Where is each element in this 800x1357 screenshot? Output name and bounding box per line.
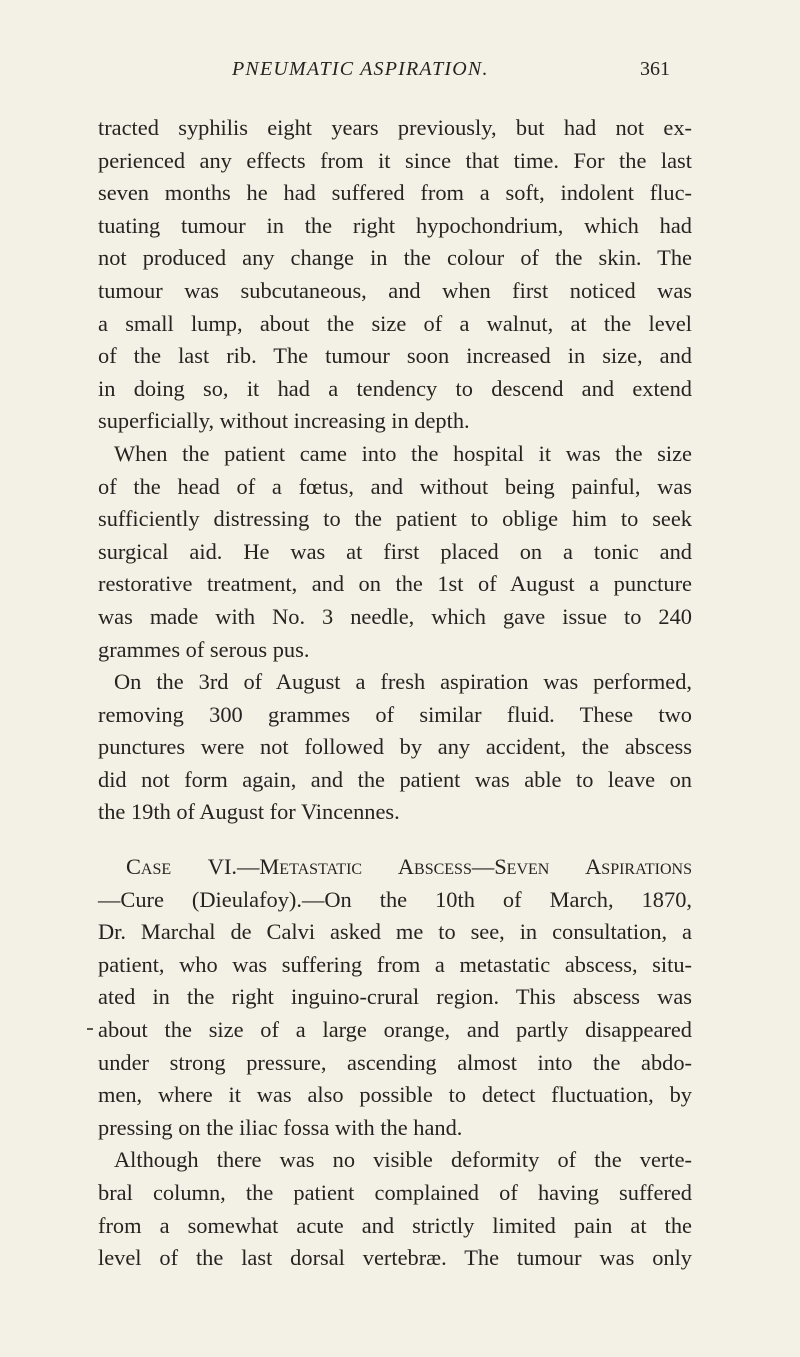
paragraph-start: Although there was no visible deformity of the verte- bbox=[114, 1147, 692, 1173]
text-line: Dr. Marchal de Calvi asked me to see, in consultation, a bbox=[98, 919, 692, 945]
text-line: bral column, the patient complained of having suffered bbox=[98, 1180, 692, 1205]
text-line: sufficiently distressing to the patient to oblige him to seek bbox=[98, 506, 692, 532]
text-line: from a somewhat acute and strictly limited pain at the bbox=[98, 1212, 692, 1238]
text-line: —Cure (Dieulafoy).—On the 10th of March, 1870, bbox=[98, 886, 692, 912]
text-line: restorative treatment, and on the 1st of August a puncture bbox=[98, 571, 692, 597]
body-text bbox=[98, 112, 692, 1275]
text-line: removing 300 grammes of similar fluid. These two bbox=[98, 701, 692, 727]
margin-mark bbox=[87, 1028, 93, 1030]
text-line: level of the last dorsal vertebræ. The tumour was only bbox=[98, 1245, 692, 1271]
text-line: punctures were not followed by any accident, the abscess bbox=[98, 734, 692, 760]
running-head bbox=[0, 58, 800, 88]
paragraph-start: When the patient came into the hospital it was the size bbox=[114, 440, 692, 466]
text-line: surgical aid. He was at first placed on a tonic and bbox=[98, 538, 692, 564]
text-line: in doing so, it had a tendency to descend and extend bbox=[98, 375, 692, 401]
text-line: perienced any effects from it since that time. For the last bbox=[98, 147, 692, 173]
text-line: under strong pressure, ascending almost into the abdo- bbox=[98, 1049, 692, 1075]
case-heading: Case VI.—Metastatic Abscess—Seven Aspirations bbox=[126, 854, 692, 880]
text-line: tumour was subcutaneous, and when first noticed was bbox=[98, 277, 692, 303]
text-line: ated in the right inguino-crural region. This abscess was bbox=[98, 984, 692, 1010]
text-line: the 19th of August for Vincennes. bbox=[98, 799, 400, 825]
running-title: PNEUMATIC ASPIRATION. bbox=[232, 58, 489, 80]
text-line: tuating tumour in the right hypochondrium, which had bbox=[98, 212, 692, 238]
text-line: of the last rib. The tumour soon increased in size, and bbox=[98, 343, 692, 369]
text-line: a small lump, about the size of a walnut, at the level bbox=[98, 310, 692, 336]
text-line: about the size of a large orange, and partly disappeared bbox=[98, 1017, 692, 1043]
section-gap bbox=[98, 829, 692, 851]
text-line: not produced any change in the colour of the skin. The bbox=[98, 245, 692, 271]
paragraph-start: On the 3rd of August a fresh aspiration was performed, bbox=[114, 669, 692, 695]
page-number: 361 bbox=[640, 58, 670, 80]
text-line: seven months he had suffered from a soft, indolent fluc- bbox=[98, 180, 692, 206]
text-line: pressing on the iliac fossa with the hand. bbox=[98, 1114, 463, 1140]
text-line: grammes of serous pus. bbox=[98, 636, 310, 662]
text-line: men, where it was also possible to detect fluctuation, by bbox=[98, 1082, 692, 1108]
text-line: superficially, without increasing in depth. bbox=[98, 408, 470, 434]
text-line: of the head of a fœtus, and without being painful, was bbox=[98, 473, 692, 499]
text-line: did not form again, and the patient was able to leave on bbox=[98, 766, 692, 792]
text-line: tracted syphilis eight years previously, but had not ex- bbox=[98, 115, 692, 140]
text-line: patient, who was suffering from a metastatic abscess, situ- bbox=[98, 951, 692, 977]
text-line: was made with No. 3 needle, which gave issue to 240 bbox=[98, 603, 692, 629]
